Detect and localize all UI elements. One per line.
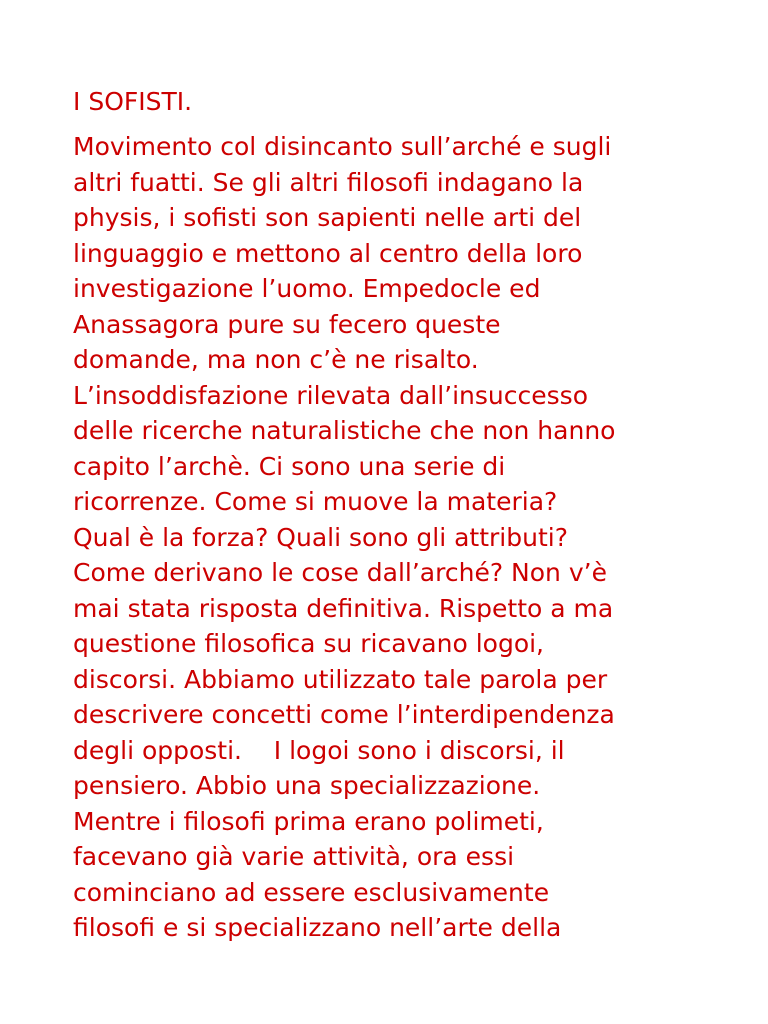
text-line: L’insoddisfazione rilevata dall’insuccesso — [73, 380, 588, 410]
document-title: I SOFISTI. — [73, 87, 193, 116]
text-line: linguaggio e mettono al centro della loro — [73, 238, 583, 268]
text-line: descrivere concetti come l’interdipendenza — [73, 700, 615, 729]
text-line: mai stata risposta definitiva. Rispetto a ma — [73, 593, 614, 623]
text-line: ricorrenze. Come si muove la materia? — [73, 487, 558, 516]
text-line: Mentre i filosofi prima erano polimeti, — [73, 806, 544, 836]
text-line: facevano già varie attività, ora essi — [73, 842, 515, 871]
text-line: Come derivano le cose dall’arché? Non v’è — [73, 558, 607, 587]
text-line: Anassagora pure su fecero queste — [73, 309, 501, 339]
text-line: delle ricerche naturalistiche che non hanno — [73, 416, 616, 445]
text-line: Movimento col disincanto sull’arché e sugli — [73, 132, 612, 161]
text-line: Qual è la forza? Quali sono gli attributi? — [73, 522, 568, 552]
document-body — [73, 129, 615, 946]
text-line: investigazione l’uomo. Empedocle ed — [73, 274, 541, 303]
text-line: physis, i sofisti son sapienti nelle arti del — [73, 203, 582, 232]
text-line: discorsi. Abbiamo utilizzato tale parola per — [73, 664, 608, 694]
text-line: capito l’archè. Ci sono una serie di — [73, 451, 506, 481]
text-line: filosofi e si specializzano nell’arte della — [73, 913, 562, 942]
text-line: questione filosofica su ricavano logoi, — [73, 629, 545, 658]
text-line: degli opposti. I logoi sono i discorsi, il — [73, 735, 565, 765]
text-line: pensiero. Abbio una specializzazione. — [73, 771, 541, 800]
text-line: cominciano ad essere esclusivamente — [73, 877, 550, 907]
text-line: altri fuatti. Se gli altri filosofi indagano la — [73, 167, 584, 197]
text-line: domande, ma non c’è ne risalto. — [73, 345, 479, 374]
